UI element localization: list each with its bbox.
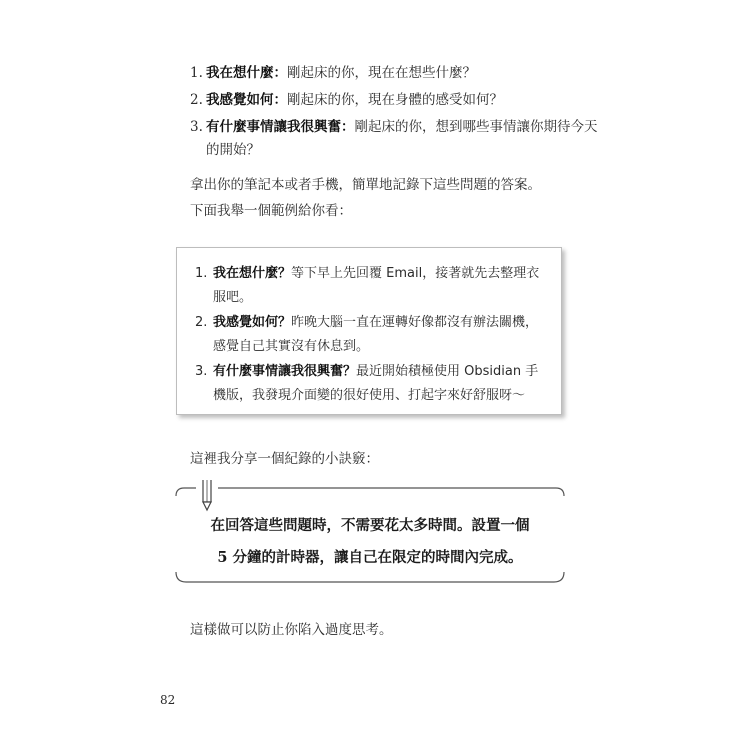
- example-list: [195, 262, 543, 408]
- list-item: [195, 311, 543, 359]
- question-list: [190, 62, 610, 166]
- question-text: 剛起床的你，現在在想些什麼？: [287, 65, 476, 81]
- list-item: [195, 262, 543, 310]
- question-text: 剛起床的你，想到哪些事情讓你期待今天的開始？: [206, 119, 598, 158]
- example-heading: 我在想什麼？: [213, 266, 292, 281]
- example-text: 昨晚大腦一直在運轉好像都沒有辦法關機，感覺自己其實沒有休息到。: [213, 315, 539, 354]
- pencil-icon: [203, 480, 211, 510]
- item-number: 1.: [190, 65, 203, 81]
- list-item: [190, 89, 610, 112]
- tip-box: [174, 480, 566, 588]
- tip-text: [174, 510, 566, 574]
- tip-line-2: 5 分鐘的計時器，讓自己在限定的時間內完成。: [217, 549, 523, 566]
- list-item: [195, 360, 543, 408]
- intro-line-2: 下面我舉一個範例給你看：: [190, 203, 352, 219]
- intro-paragraph: [190, 172, 610, 224]
- page-number: 82: [160, 693, 176, 707]
- item-number: 2.: [195, 315, 208, 330]
- question-text: 剛起床的你，現在身體的感受如何？: [287, 92, 503, 108]
- question-heading: 有什麼事情讓我很興奮：: [206, 119, 355, 135]
- item-number: 1.: [195, 266, 208, 281]
- question-heading: 我感覺如何：: [206, 92, 287, 108]
- item-number: 3.: [195, 364, 208, 379]
- example-box: [176, 247, 562, 415]
- example-heading: 我感覺如何？: [213, 315, 292, 330]
- tip-intro: 這裡我分享一個紀錄的小訣竅：: [190, 451, 379, 467]
- list-item: [190, 116, 610, 162]
- example-text: 最近開始積極使用 Obsidian 手機版，我發現介面變的很好使用、打起字來好舒服呀～: [213, 364, 539, 403]
- list-item: [190, 62, 610, 85]
- intro-line-1: 拿出你的筆記本或者手機，簡單地記錄下這些問題的答案。: [190, 177, 541, 193]
- closing-paragraph: 這樣做可以防止你陷入過度思考。: [190, 622, 393, 638]
- item-number: 2.: [190, 92, 203, 108]
- example-heading: 有什麼事情讓我很興奮？: [213, 364, 357, 379]
- question-heading: 我在想什麼：: [206, 65, 287, 81]
- tip-line-1: 在回答這些問題時，不需要花太多時間。設置一個: [210, 517, 530, 534]
- example-text: 等下早上先回覆 Email，接著就先去整理衣服吧。: [213, 266, 540, 305]
- item-number: 3.: [190, 119, 203, 135]
